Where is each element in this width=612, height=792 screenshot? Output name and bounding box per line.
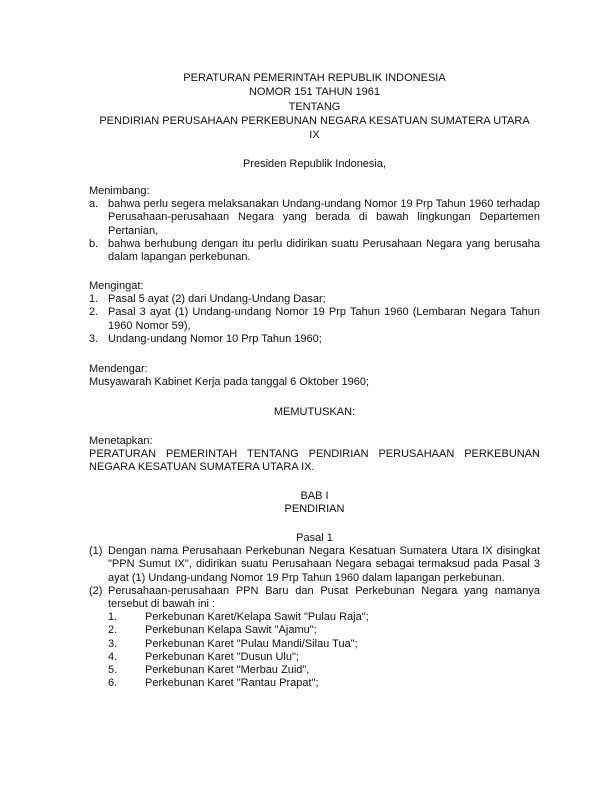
- item-label: 6.: [108, 677, 118, 690]
- list-item: [89, 238, 540, 264]
- item-label: 1.: [108, 611, 118, 624]
- item-text: Pasal 5 ayat (2) dari Undang-Undang Dasar;: [108, 293, 326, 306]
- item-text: Perkebunan Karet "Merbau Zuid",: [145, 664, 310, 677]
- section-heading: Mengingat:: [89, 280, 144, 292]
- item-text: Perkebunan Karet "Rantau Prapat";: [145, 677, 319, 690]
- sub-list-item: [89, 664, 540, 677]
- item-label: 2.: [108, 624, 118, 637]
- item-label: (2): [89, 584, 103, 597]
- mengingat-section: [89, 280, 540, 346]
- menimbang-section: [89, 185, 540, 264]
- item-text: Perkebunan Karet/Kelapa Sawit "Pulau Raja";: [145, 611, 369, 624]
- list-item: [89, 333, 540, 346]
- title-line: TENTANG: [288, 100, 341, 113]
- section-text: PERATURAN PEMERINTAH TENTANG PENDIRIAN PERUSAHAAN PERKEBUNAN NEGARA KESATUAN SUMATERA UTARA IX.: [89, 448, 540, 474]
- item-label: (1): [89, 545, 103, 558]
- menetapkan-section: [89, 435, 540, 475]
- item-label: 3.: [108, 637, 118, 650]
- mendengar-section: [89, 363, 540, 389]
- item-text: Dengan nama Perusahaan Perkebunan Negara Kesatuan Sumatera Utara IX disingkat "PPN Sumut IX", didirikan suatu Perusahaan Negara sebagai termaksud pada Pasal 3 ayat (1) Undang-undang Nomor 19 Prp Tahun 1960 dalam lapangan perkebunan.: [108, 545, 540, 584]
- section-heading: Mendengar:: [89, 363, 148, 375]
- bab-title: PENDIRIAN: [284, 503, 345, 516]
- list-item: [89, 306, 540, 332]
- sub-list-item: [89, 624, 540, 637]
- pasal-1-section: [89, 532, 540, 690]
- title-line: PENDIRIAN PERUSAHAAN PERKEBUNAN NEGARA KESATUAN SUMATERA UTARA: [99, 114, 530, 127]
- item-label: 1.: [89, 293, 99, 306]
- item-label: 4.: [108, 650, 118, 663]
- title-line: IX: [309, 129, 320, 142]
- bab-number: BAB I: [300, 490, 329, 502]
- section-heading: Menimbang:: [89, 185, 150, 197]
- title-line: NOMOR 151 TAHUN 1961: [248, 86, 381, 99]
- sub-list-item: [89, 651, 540, 664]
- item-text: Pasal 3 ayat (1) Undang-undang Nomor 19 Prp Tahun 1960 (Lembaran Negara Tahun 1960 Nomor 59),: [108, 306, 540, 332]
- list-item: [89, 198, 540, 238]
- item-label: 2.: [89, 306, 99, 319]
- item-label: a.: [89, 198, 99, 211]
- bab-heading: [89, 490, 540, 516]
- document-title: [89, 71, 540, 142]
- item-text: Perkebunan Karet "Pulau Mandi/Silau Tua";: [145, 637, 358, 650]
- item-text: Perusahaan-perusahaan PPN Baru dan Pusat Perkebunan Negara yang namanya tersebut di bawah ini :: [108, 584, 540, 611]
- item-text: bahwa berhubung dengan itu perlu didirikan suatu Perusahaan Negara yang berusaha dalam lapangan perkebunan.: [108, 237, 540, 264]
- item-label: 3.: [89, 332, 99, 345]
- item-label: 5.: [108, 664, 118, 677]
- list-item: [89, 293, 540, 306]
- list-item: [89, 585, 540, 611]
- section-text: Musyawarah Kabinet Kerja pada tanggal 6 Oktober 1960;: [89, 376, 370, 389]
- sub-list-item: [89, 677, 540, 690]
- sub-list-item: [89, 638, 540, 651]
- list-item: [89, 545, 540, 585]
- title-line: PERATURAN PEMERINTAH REPUBLIK INDONESIA: [183, 72, 446, 84]
- pasal-heading: Pasal 1: [296, 532, 333, 544]
- item-text: Perkebunan Kelapa Sawit "Ajamu";: [145, 624, 317, 637]
- president-line: Presiden Republik Indonesia,: [242, 158, 387, 170]
- memutuskan-heading: MEMUTUSKAN:: [273, 406, 356, 418]
- item-text: bahwa perlu segera melaksanakan Undang-undang Nomor 19 Prp Tahun 1960 terhadap Perusahaan-perusahaan Negara yang berada di bawah lingkungan Departemen Pertanian,: [108, 198, 540, 237]
- item-text: Perkebunan Karet "Dusun Ulu";: [145, 650, 299, 663]
- item-label: b.: [89, 237, 99, 250]
- item-text: Undang-undang Nomor 10 Prp Tahun 1960;: [108, 332, 322, 345]
- sub-list-item: [89, 611, 540, 624]
- section-heading: Menetapkan:: [89, 435, 153, 447]
